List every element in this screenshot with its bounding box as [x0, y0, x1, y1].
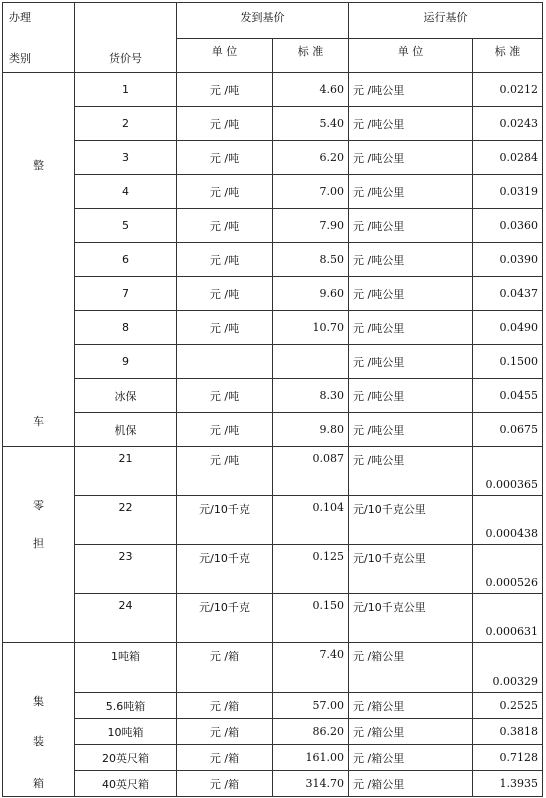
- item-no-cell: 20英尺箱: [75, 745, 177, 771]
- transport-unit-cell: 元/10千克公里: [349, 496, 473, 545]
- dispatch-standard-cell: 161.00: [273, 745, 349, 771]
- transport-standard-cell: 0.000526: [473, 545, 543, 594]
- transport-unit-cell: 元 /箱公里: [349, 719, 473, 745]
- transport-standard-cell: 0.0675: [473, 413, 543, 447]
- transport-unit-cell: 元 /箱公里: [349, 643, 473, 693]
- table-row: [3, 379, 543, 413]
- document-page: [2, 2, 542, 794]
- dispatch-standard-cell: 10.70: [273, 311, 349, 345]
- dispatch-unit-cell: 元 /吨: [177, 141, 273, 175]
- transport-unit-cell: 元 /吨公里: [349, 107, 473, 141]
- header-row-1: [3, 3, 543, 39]
- transport-standard-cell: 0.000365: [473, 447, 543, 496]
- dispatch-unit-cell: 元 /吨: [177, 243, 273, 277]
- item-no-cell: 6: [75, 243, 177, 277]
- item-no-cell: 40英尺箱: [75, 771, 177, 797]
- dispatch-standard-cell: 9.60: [273, 277, 349, 311]
- item-no-cell: 冰保: [75, 379, 177, 413]
- item-no-cell: 10吨箱: [75, 719, 177, 745]
- item-no-cell: 4: [75, 175, 177, 209]
- transport-unit-cell: 元 /箱公里: [349, 693, 473, 719]
- dispatch-unit-cell: 元 /吨: [177, 311, 273, 345]
- dispatch-standard-cell: 8.50: [273, 243, 349, 277]
- transport-unit-cell: 元 /吨公里: [349, 175, 473, 209]
- dispatch-unit-cell: 元 /箱: [177, 745, 273, 771]
- transport-standard-cell: 0.0390: [473, 243, 543, 277]
- header-category-top: 办理: [9, 11, 31, 24]
- item-no-cell: 9: [75, 345, 177, 379]
- transport-standard-cell: 0.0455: [473, 379, 543, 413]
- header-dispatch-unit: 单 位: [177, 39, 273, 73]
- transport-unit-cell: 元 /箱公里: [349, 745, 473, 771]
- table-row: [3, 719, 543, 745]
- transport-standard-cell: 0.0360: [473, 209, 543, 243]
- dispatch-standard-cell: 4.60: [273, 73, 349, 107]
- transport-unit-cell: 元 /吨公里: [349, 311, 473, 345]
- dispatch-unit-cell: 元 /箱: [177, 719, 273, 745]
- header-dispatch-standard: 标 准: [273, 39, 349, 73]
- table-row: [3, 141, 543, 175]
- transport-standard-cell: 0.0284: [473, 141, 543, 175]
- header-dispatch: 发到基价: [177, 3, 349, 39]
- dispatch-standard-cell: 9.80: [273, 413, 349, 447]
- dispatch-standard-cell: 7.00: [273, 175, 349, 209]
- table-row: [3, 311, 543, 345]
- dispatch-unit-cell: 元/10千克: [177, 496, 273, 545]
- transport-unit-cell: 元 /吨公里: [349, 243, 473, 277]
- transport-unit-cell: 元 /吨公里: [349, 277, 473, 311]
- table-row: [3, 594, 543, 643]
- table-row: [3, 496, 543, 545]
- dispatch-standard-cell: 0.104: [273, 496, 349, 545]
- transport-standard-cell: 0.0437: [473, 277, 543, 311]
- category-whole-car-label: 整: [33, 159, 44, 172]
- dispatch-standard-cell: 6.20: [273, 141, 349, 175]
- dispatch-standard-cell: 314.70: [273, 771, 349, 797]
- header-transport-standard: 标 准: [473, 39, 543, 73]
- category-container-label: 箱: [33, 777, 44, 790]
- transport-unit-cell: 元 /吨公里: [349, 447, 473, 496]
- dispatch-unit-cell: 元 /箱: [177, 643, 273, 693]
- item-no-cell: 8: [75, 311, 177, 345]
- dispatch-standard-cell: 5.40: [273, 107, 349, 141]
- table-row: [3, 345, 543, 379]
- item-no-cell: 5: [75, 209, 177, 243]
- dispatch-standard-cell: 0.125: [273, 545, 349, 594]
- transport-unit-cell: 元 /吨公里: [349, 73, 473, 107]
- table-row: [3, 745, 543, 771]
- transport-standard-cell: 0.1500: [473, 345, 543, 379]
- dispatch-standard-cell: 7.90: [273, 209, 349, 243]
- table-row: [3, 107, 543, 141]
- item-no-cell: 机保: [75, 413, 177, 447]
- transport-unit-cell: 元 /吨公里: [349, 141, 473, 175]
- table-row: [3, 73, 543, 107]
- category-container: [3, 643, 75, 797]
- header-transport-unit: 单 位: [349, 39, 473, 73]
- transport-standard-cell: 0.00329: [473, 643, 543, 693]
- table-row: [3, 447, 543, 496]
- item-no-cell: 3: [75, 141, 177, 175]
- transport-standard-cell: 0.2525: [473, 693, 543, 719]
- dispatch-standard-cell: 57.00: [273, 693, 349, 719]
- dispatch-unit-cell: 元 /吨: [177, 277, 273, 311]
- transport-unit-cell: 元 /吨公里: [349, 345, 473, 379]
- header-item-no-cell: [75, 3, 177, 73]
- table-row: [3, 175, 543, 209]
- freight-rate-table: [2, 2, 543, 797]
- category-container-label: 集: [33, 695, 44, 708]
- table-row: [3, 413, 543, 447]
- dispatch-unit-cell: 元 /吨: [177, 107, 273, 141]
- item-no-cell: 22: [75, 496, 177, 545]
- transport-standard-cell: 0.000438: [473, 496, 543, 545]
- transport-unit-cell: 元 /吨公里: [349, 413, 473, 447]
- category-container-label: 装: [33, 735, 44, 748]
- category-less-load-label: 担: [33, 537, 44, 550]
- table-row: [3, 209, 543, 243]
- transport-standard-cell: 0.0319: [473, 175, 543, 209]
- transport-unit-cell: 元 /箱公里: [349, 771, 473, 797]
- dispatch-unit-cell: 元 /吨: [177, 73, 273, 107]
- dispatch-unit-cell: 元 /吨: [177, 447, 273, 496]
- dispatch-standard-cell: 86.20: [273, 719, 349, 745]
- category-whole-car-label: 车: [33, 415, 44, 428]
- item-no-cell: 21: [75, 447, 177, 496]
- dispatch-unit-cell: 元/10千克: [177, 545, 273, 594]
- item-no-cell: 24: [75, 594, 177, 643]
- category-less-load-label: 零: [33, 499, 44, 512]
- dispatch-standard-cell: 7.40: [273, 643, 349, 693]
- table-row: [3, 643, 543, 693]
- table-row: [3, 693, 543, 719]
- item-no-cell: 1: [75, 73, 177, 107]
- item-no-cell: 2: [75, 107, 177, 141]
- transport-standard-cell: 1.3935: [473, 771, 543, 797]
- table-row: [3, 243, 543, 277]
- item-no-cell: 23: [75, 545, 177, 594]
- item-no-cell: 1吨箱: [75, 643, 177, 693]
- transport-standard-cell: 0.3818: [473, 719, 543, 745]
- dispatch-unit-cell: [177, 345, 273, 379]
- transport-standard-cell: 0.7128: [473, 745, 543, 771]
- header-category-cell: [3, 3, 75, 73]
- table-row: [3, 277, 543, 311]
- item-no-cell: 7: [75, 277, 177, 311]
- transport-standard-cell: 0.0490: [473, 311, 543, 345]
- dispatch-unit-cell: 元/10千克: [177, 594, 273, 643]
- transport-unit-cell: 元/10千克公里: [349, 545, 473, 594]
- dispatch-standard-cell: 0.150: [273, 594, 349, 643]
- header-transport: 运行基价: [349, 3, 543, 39]
- transport-standard-cell: 0.0212: [473, 73, 543, 107]
- dispatch-unit-cell: 元 /吨: [177, 379, 273, 413]
- dispatch-standard-cell: 8.30: [273, 379, 349, 413]
- item-no-cell: 5.6吨箱: [75, 693, 177, 719]
- transport-unit-cell: 元 /吨公里: [349, 379, 473, 413]
- header-item-no: 货价号: [109, 52, 142, 65]
- category-whole-car: [3, 73, 75, 447]
- transport-unit-cell: 元 /吨公里: [349, 209, 473, 243]
- dispatch-unit-cell: 元 /箱: [177, 771, 273, 797]
- transport-unit-cell: 元/10千克公里: [349, 594, 473, 643]
- header-category-bottom: 类别: [9, 52, 31, 65]
- dispatch-standard-cell: 0.087: [273, 447, 349, 496]
- transport-standard-cell: 0.000631: [473, 594, 543, 643]
- dispatch-unit-cell: 元 /吨: [177, 413, 273, 447]
- table-row: [3, 545, 543, 594]
- table-row: [3, 771, 543, 797]
- dispatch-unit-cell: 元 /箱: [177, 693, 273, 719]
- dispatch-standard-cell: [273, 345, 349, 379]
- category-less-load: [3, 447, 75, 643]
- dispatch-unit-cell: 元 /吨: [177, 209, 273, 243]
- transport-standard-cell: 0.0243: [473, 107, 543, 141]
- dispatch-unit-cell: 元 /吨: [177, 175, 273, 209]
